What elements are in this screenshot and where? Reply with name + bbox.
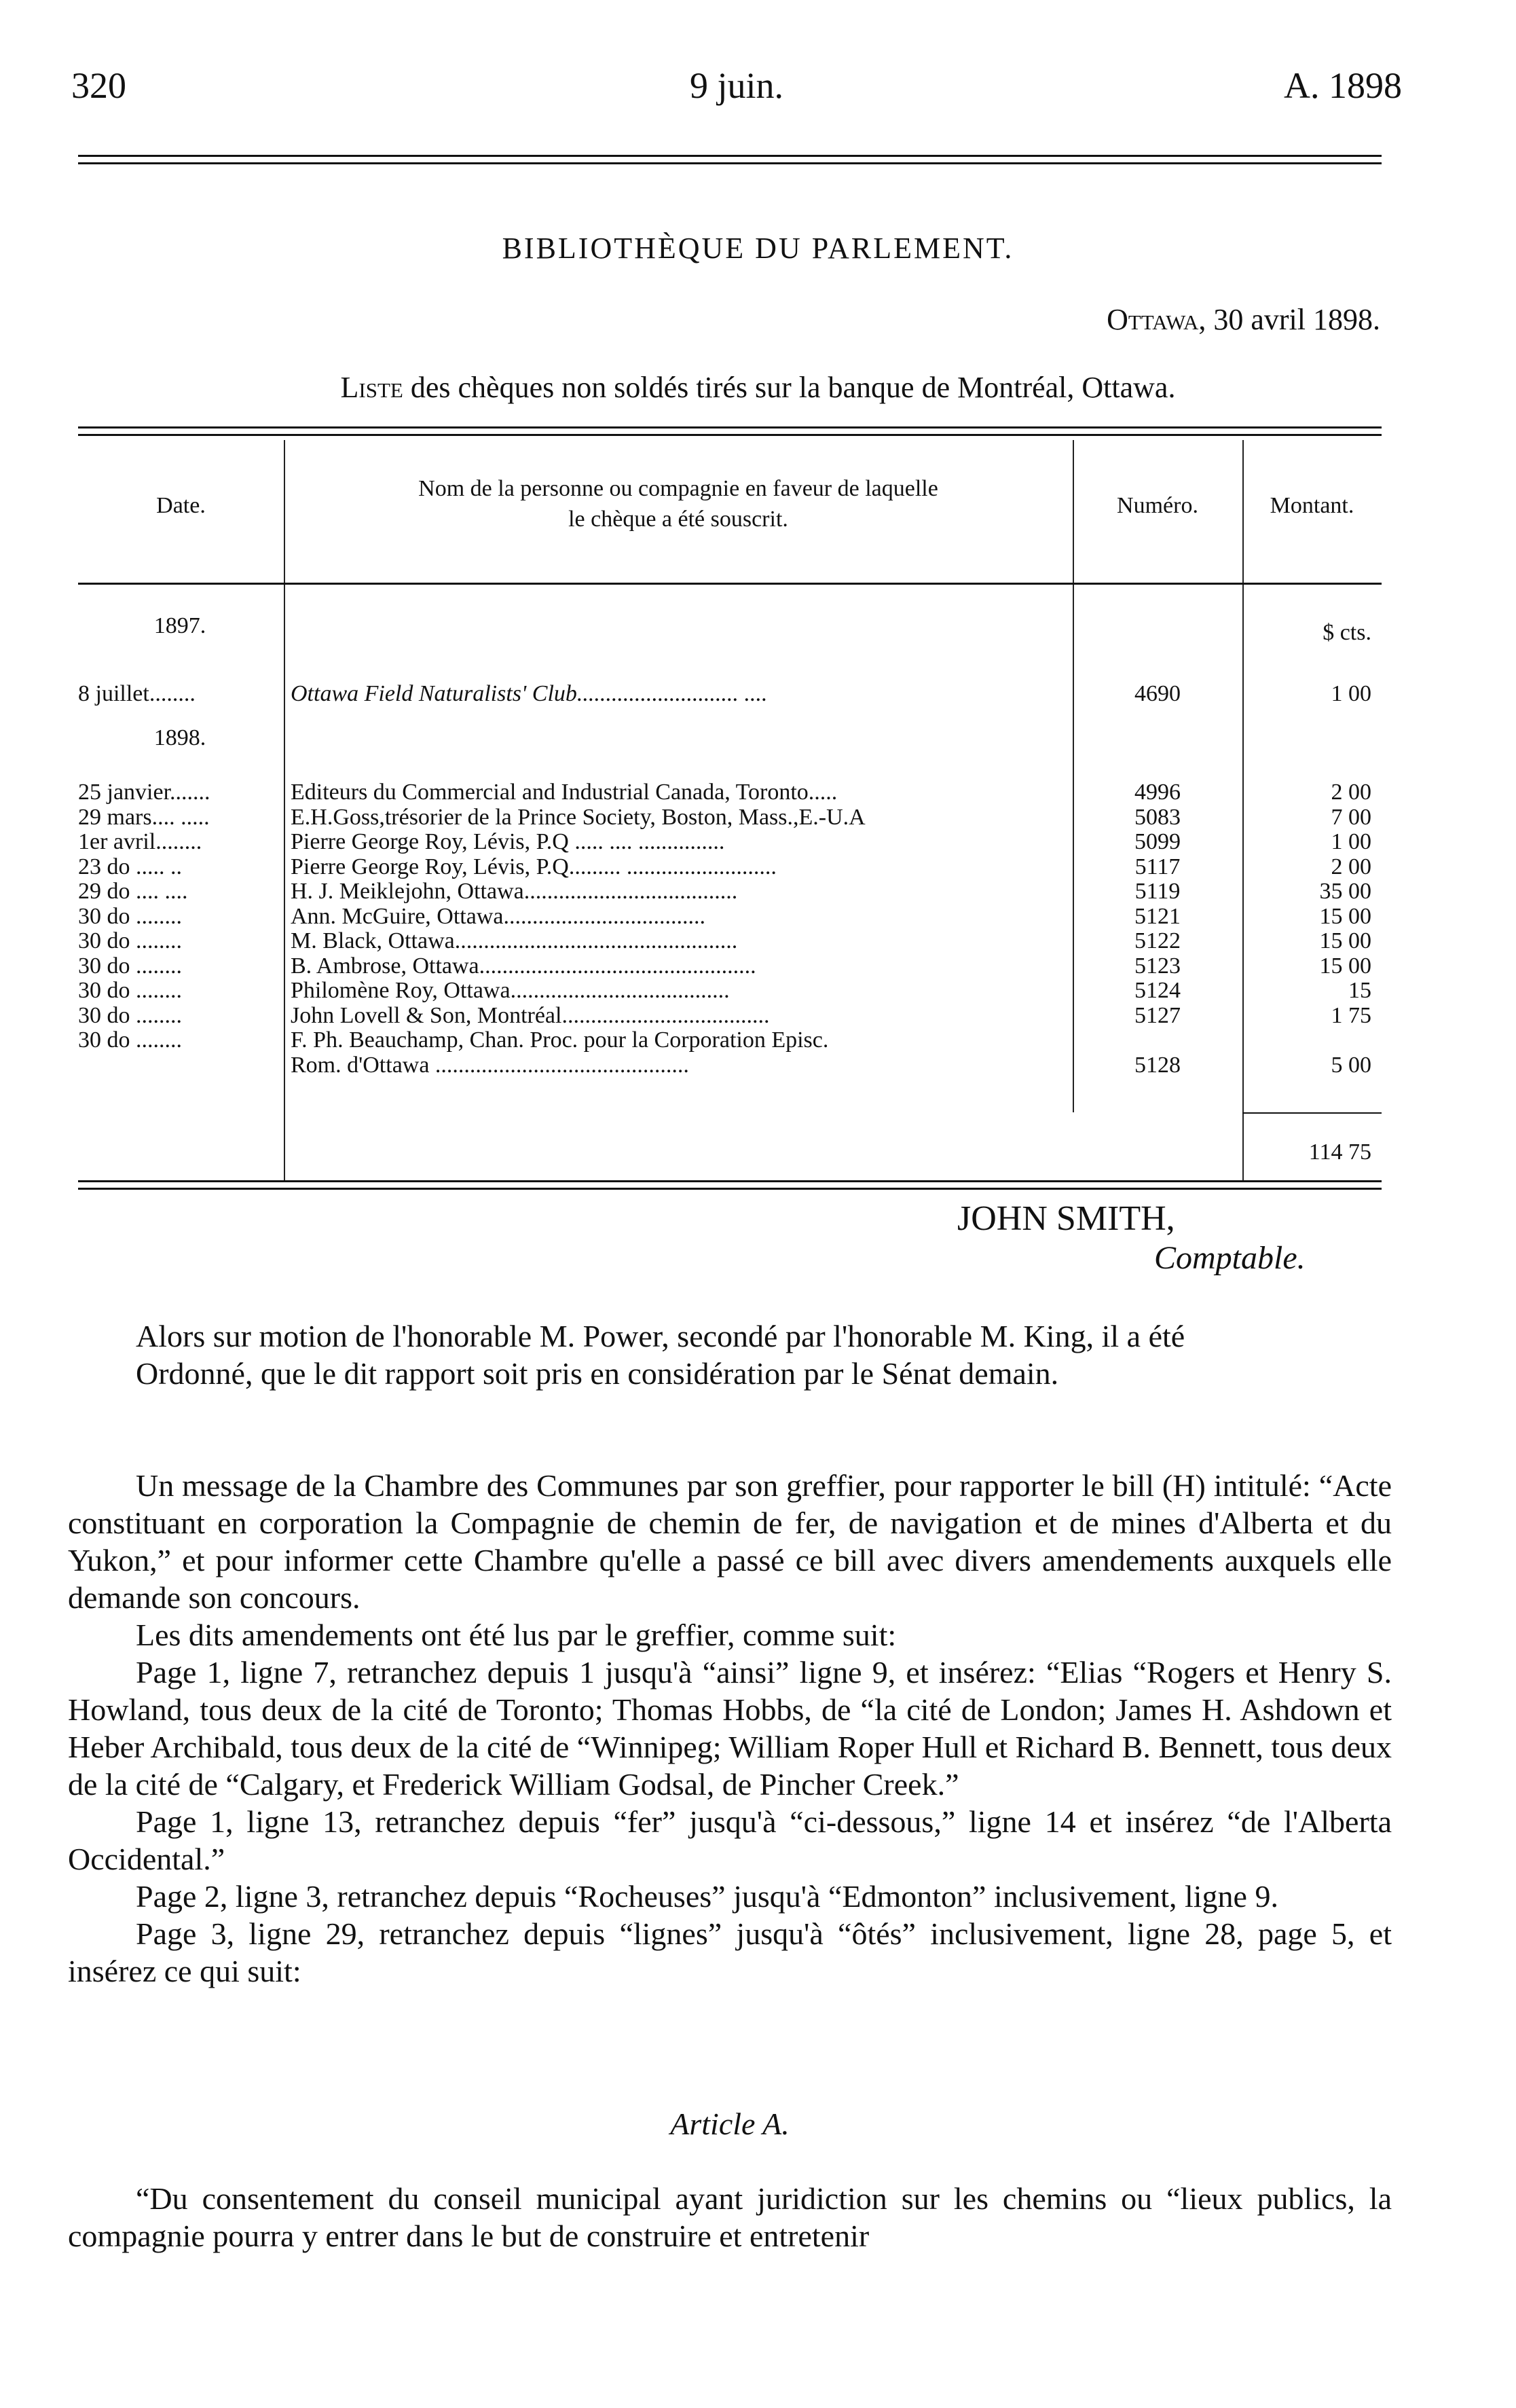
list-caption-text: des chèques non soldés tirés sur la banque de Montréal, Ottawa. <box>403 371 1176 404</box>
article-heading: Article A. <box>670 2106 790 2141</box>
row-number: 4690 <box>1134 681 1181 706</box>
currency-label: $ cts. <box>1323 620 1371 645</box>
place-city: Ottawa <box>1107 303 1199 336</box>
row-name: Rom. d'Ottawa ............................................ <box>291 1052 689 1078</box>
row-amount: 1 00 <box>1331 829 1371 854</box>
place-date <box>1107 302 1380 337</box>
paragraph-amendment-1: Page 1, ligne 7, retranchez depuis 1 jusqu'à “ainsi” ligne 9, et insérez: “Elias “Rogers et Henry S. Howland, tous deux de la cité de Toronto; Thomas Hobbs, de “la cité de London; James H. Ashdown et Heber Archibald, tous deux de la cité de “Winnipeg; William Roper Hull et Richard B. Bennett, tous deux de la cité de “Calgary, et Frederick William Godsal, de Pincher Creek.” <box>68 1655 1392 1802</box>
row-date: 1er avril........ <box>78 829 202 854</box>
row-number: 5121 <box>1134 903 1181 929</box>
place-date-text: , 30 avril 1898. <box>1198 303 1380 336</box>
row-date: 8 juillet........ <box>78 681 196 706</box>
cheque-table <box>78 440 1382 1180</box>
signature-title: Comptable. <box>1154 1240 1306 1276</box>
row-date: 30 do ........ <box>78 928 182 953</box>
column-divider <box>1242 440 1244 1180</box>
row-name: Ottawa Field Naturalists' Club............................ .... <box>291 681 768 706</box>
row-name: B. Ambrose, Ottawa................................................ <box>291 953 756 979</box>
paragraph-amendment-4: Page 3, ligne 29, retranchez depuis “lignes” jusqu'à “ôtés” inclusivement, ligne 28, page 5, et insérez ce qui suit: <box>68 1916 1392 1988</box>
page-header <box>71 65 1402 119</box>
row-date: 29 do .... .... <box>78 879 188 904</box>
column-divider <box>1073 440 1074 1112</box>
row-date: 25 janvier....... <box>78 780 210 805</box>
row-amount: 1 00 <box>1331 681 1371 706</box>
total-rule <box>1242 1112 1382 1114</box>
row-date: 30 do ........ <box>78 903 182 929</box>
row-name: Pierre George Roy, Lévis, P.Q......... .......................... <box>291 854 777 879</box>
row-name: John Lovell & Son, Montréal.................................... <box>291 1002 770 1028</box>
column-divider <box>284 440 285 1180</box>
year-label-1897: 1897. <box>153 613 206 638</box>
row-amount: 35 00 <box>1319 879 1371 904</box>
header-year: A. 1898 <box>1284 65 1402 106</box>
row-number: 5122 <box>1134 928 1181 953</box>
message-block <box>68 1467 1392 1990</box>
row-amount: 2 00 <box>1331 854 1371 879</box>
row-date: 30 do ........ <box>78 953 182 979</box>
row-number: 5124 <box>1134 978 1181 1003</box>
header-date: 9 juin. <box>689 65 783 106</box>
row-number: 5117 <box>1134 854 1181 879</box>
row-name: E.H.Goss,trésorier de la Prince Society, Boston, Mass.,E.-U.A <box>291 804 866 830</box>
row-amount: 7 00 <box>1331 804 1371 830</box>
row-name: Pierre George Roy, Lévis, P.Q ..... .... ............... <box>291 829 725 854</box>
header-name-col-line1: Nom de la personne ou compagnie en faveur de laquelle <box>418 476 938 501</box>
row-date: 23 do ..... .. <box>78 854 182 879</box>
row-amount: 15 00 <box>1319 928 1371 953</box>
row-amount: 15 00 <box>1319 953 1371 979</box>
header-amount-col: Montant. <box>1270 493 1354 518</box>
paragraph-amendment-3: Page 2, ligne 3, retranchez depuis “Rocheuses” jusqu'à “Edmonton” inclusivement, ligne 9. <box>136 1879 1278 1914</box>
list-caption-word: Liste <box>340 371 403 404</box>
row-number: 5119 <box>1134 879 1181 904</box>
row-amount: 15 00 <box>1319 903 1371 929</box>
header-name-col-line2: le chèque a été souscrit. <box>568 507 788 532</box>
list-caption <box>0 370 1516 405</box>
row-name: M. Black, Ottawa................................................. <box>291 928 738 953</box>
row-number: 5083 <box>1134 804 1181 830</box>
header-number-col: Numéro. <box>1117 493 1198 518</box>
paragraph-amendment-2: Page 1, ligne 13, retranchez depuis “fer” jusqu'à “ci-dessous,” ligne 14 et insérez “de l'Alberta Occidental.” <box>68 1804 1392 1876</box>
row-amount: 15 <box>1348 978 1371 1003</box>
paragraph-ordered: Ordonné, que le dit rapport soit pris en considération par le Sénat demain. <box>136 1356 1059 1391</box>
header-rule <box>78 583 1382 585</box>
row-name: H. J. Meiklejohn, Ottawa..................................... <box>291 879 738 904</box>
row-date: 30 do ........ <box>78 1027 182 1053</box>
row-date: 30 do ........ <box>78 978 182 1003</box>
paragraph-motion: Alors sur motion de l'honorable M. Power, secondé par l'honorable M. King, il a été <box>136 1319 1185 1353</box>
document-title: BIBLIOTHÈQUE DU PARLEMENT. <box>502 232 1014 265</box>
page-number: 320 <box>71 65 126 106</box>
total-amount: 114 75 <box>1308 1139 1371 1165</box>
row-date: 29 mars.... ..... <box>78 804 210 830</box>
table-top-rule <box>78 426 1382 436</box>
paragraph-message: Un message de la Chambre des Communes par son greffier, pour rapporter le bill (H) intitulé: “Acte constituant en corporation la Compagnie de chemin de fer, de navigation et de mines d'Alberta et du Yukon,” et pour informer cette Chambre qu'elle a passé ce bill avec divers amendements auxquels elle demande son concours. <box>68 1468 1392 1615</box>
paragraph-article-text: “Du consentement du conseil municipal ayant juridiction sur les chemins ou “lieux publics, la compagnie pourra y entrer dans le but de construire et entretenir <box>68 2181 1392 2253</box>
article-block <box>68 2180 1392 2255</box>
row-amount: 2 00 <box>1331 780 1371 805</box>
row-amount: 5 00 <box>1331 1052 1371 1078</box>
row-number: 5099 <box>1134 829 1181 854</box>
row-date: 30 do ........ <box>78 1002 182 1028</box>
article-heading-block <box>68 2105 1392 2142</box>
row-number: 5123 <box>1134 953 1181 979</box>
row-amount: 1 75 <box>1331 1002 1371 1028</box>
row-name: Editeurs du Commercial and Industrial Canada, Toronto..... <box>291 780 838 805</box>
signature-name: JOHN SMITH, <box>957 1199 1175 1238</box>
header-date-col: Date. <box>156 493 206 518</box>
row-number: 5128 <box>1134 1052 1181 1078</box>
row-name: F. Ph. Beauchamp, Chan. Proc. pour la Corporation Episc. <box>291 1027 829 1053</box>
row-number: 5127 <box>1134 1002 1181 1028</box>
year-label-1898: 1898. <box>153 725 206 750</box>
motion-block <box>68 1317 1392 1392</box>
table-bottom-rule <box>78 1180 1382 1190</box>
row-number: 4996 <box>1134 780 1181 805</box>
row-name: Philomène Roy, Ottawa...................................... <box>291 978 730 1003</box>
row-name: Ann. McGuire, Ottawa................................... <box>291 903 705 929</box>
header-double-rule <box>78 155 1382 164</box>
paragraph-amendments-intro: Les dits amendements ont été lus par le greffier, comme suit: <box>136 1618 897 1652</box>
